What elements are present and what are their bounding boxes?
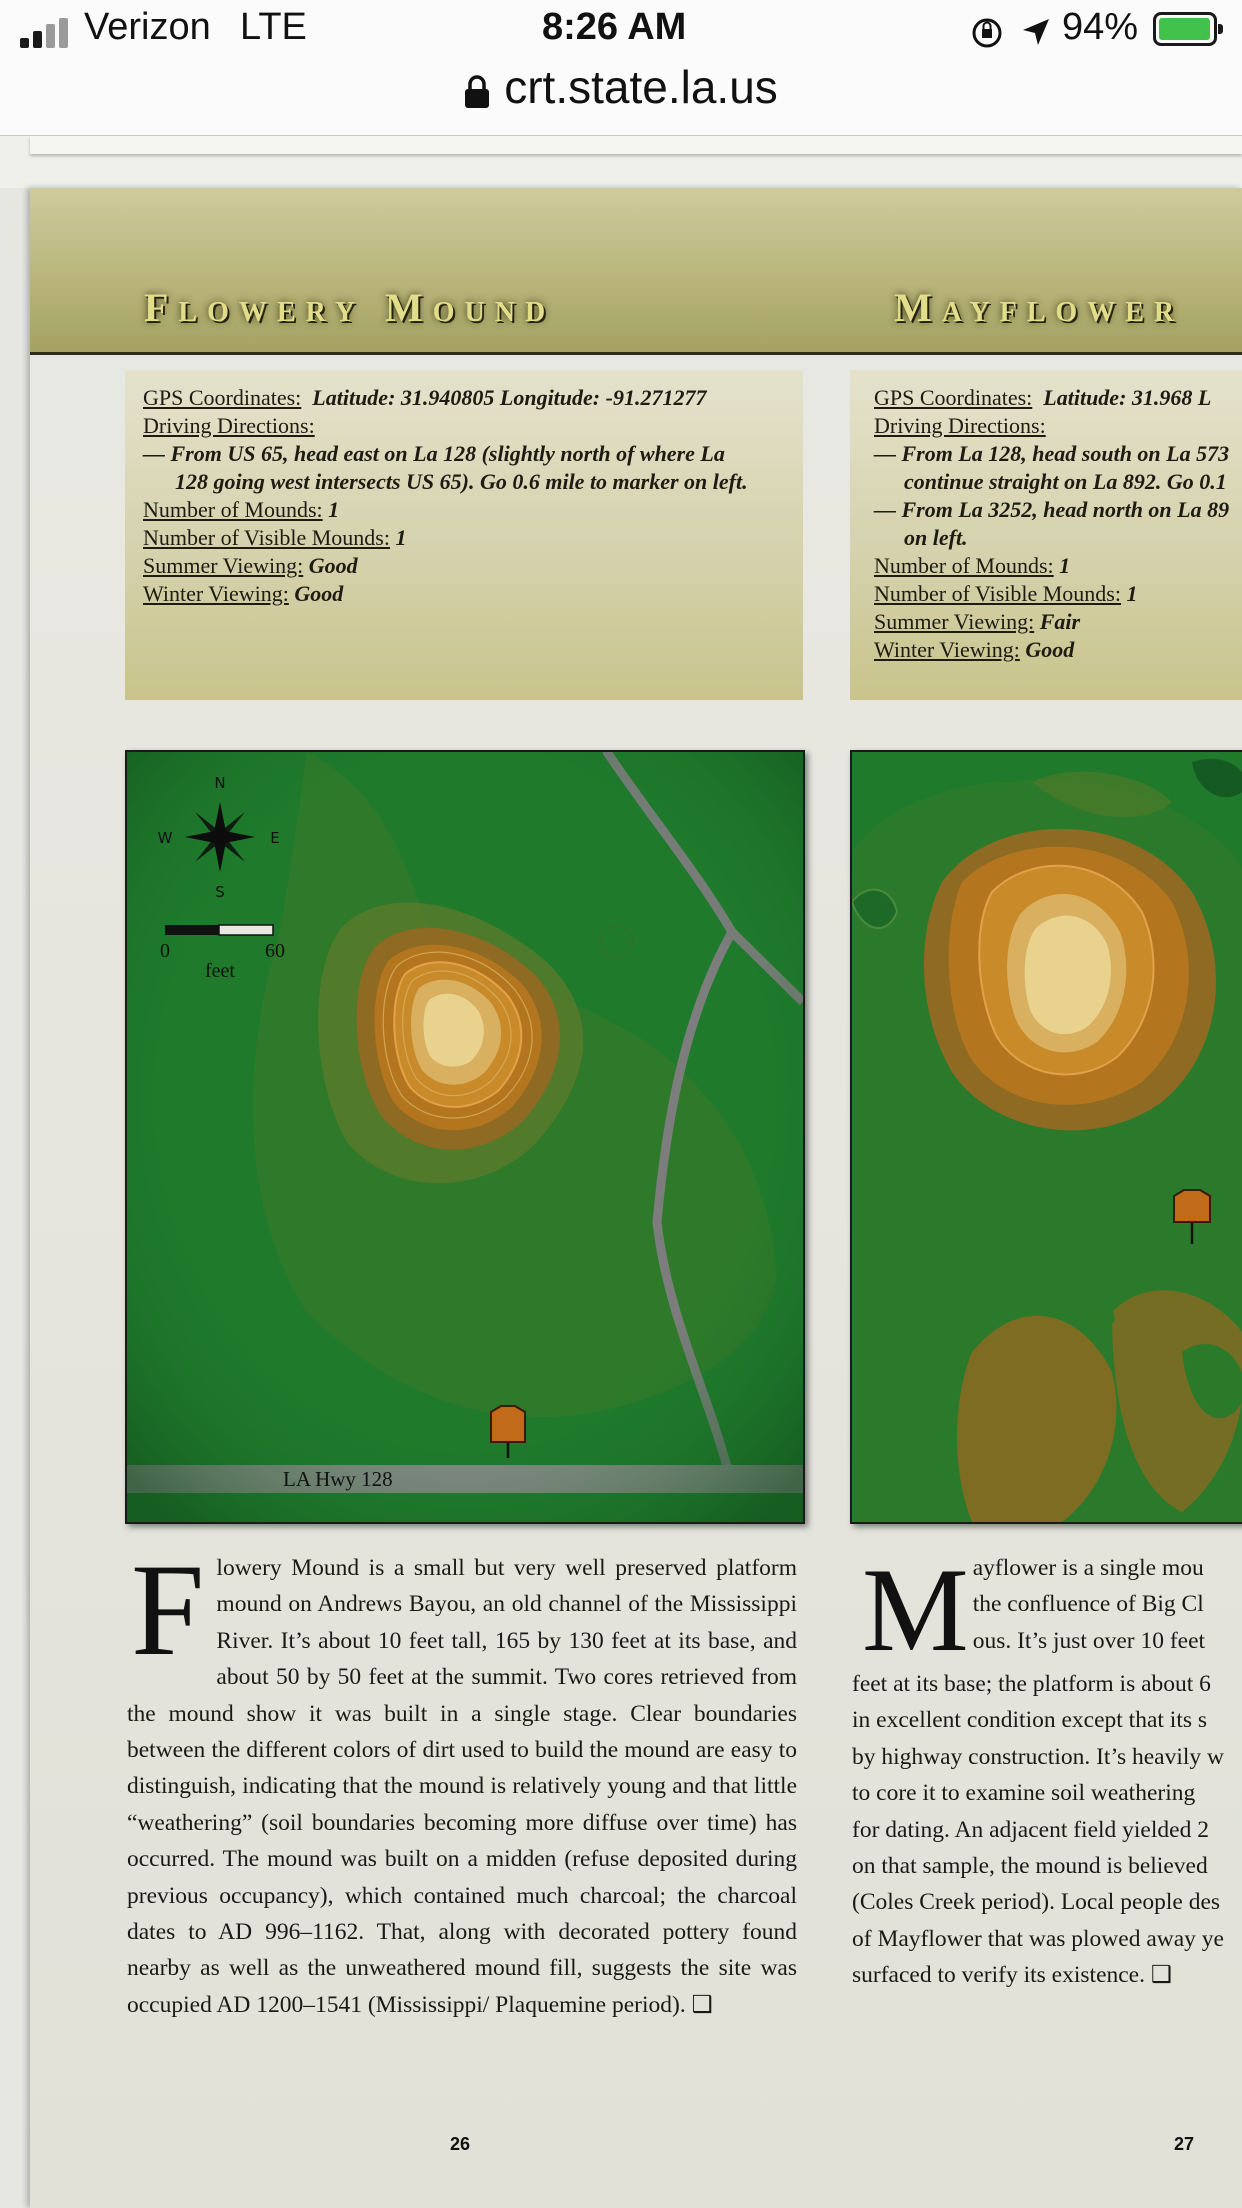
site-title-flowery-mound: Flowery Mound (144, 285, 556, 330)
flowery-mound-map (125, 750, 805, 1524)
compass-w: W (157, 829, 173, 847)
mounds-value: 1 (1059, 553, 1071, 578)
directions-line: on left. (904, 525, 968, 550)
page-number-left: 26 (450, 2134, 471, 2154)
flowery-mound-info-box (125, 370, 803, 700)
winter-viewing-value: Good (1025, 637, 1075, 662)
visible-mounds-label: Number of Visible Mounds: (874, 581, 1121, 606)
scale-bar (165, 925, 273, 935)
gps-label: GPS Coordinates: (143, 385, 302, 410)
compass-rose-icon (185, 802, 255, 872)
description-line: ous. It’s just over 10 feet (972, 1627, 1206, 1654)
location-arrow-icon (1020, 16, 1052, 48)
drop-cap: F (131, 1536, 205, 1683)
page-header-band (30, 188, 1242, 355)
lock-icon (464, 75, 490, 109)
mounds-label: Number of Mounds: (874, 553, 1054, 578)
address-bar[interactable] (0, 60, 1242, 114)
visible-mounds-label: Number of Visible Mounds: (143, 525, 390, 550)
description-line: surfaced to verify its existence. ❑ (852, 1962, 1172, 1989)
drop-cap: M (862, 1550, 969, 1676)
compass-s: S (215, 883, 225, 901)
mayflower-description (852, 1550, 1242, 1994)
site-title-mayflower: Mayflower (894, 285, 1185, 330)
description-line: ayflower is a single mou (972, 1555, 1204, 1581)
directions-line: 128 going west intersects US 65). Go 0.6 mile to marker on left. (175, 469, 748, 494)
description-line: in excellent condition except that its s (852, 1707, 1208, 1734)
description-line: by highway construction. It’s heavily w (852, 1743, 1225, 1770)
url-text: crt.state.la.us (504, 61, 778, 113)
description-text: lowery Mound is a small but very well preserved platform mound on Andrews Bayou, an old channel of the Mississippi River. It’s about 10 feet tall, 165 by 130 feet at its base, and about 50 by 50 feet at the summit. Two cores retrieved from the mound show it was built in a single stage. Clear boundaries between the different colors of dirt used to build the mound are easy to distinguish, indicating that the mound is relatively young and that little “weathering” (soil boundaries becoming more diffuse over time) has occurred. The mound was built on a midden (refuse deposited during previous occupancy), which contained much charcoal; the charcoal dates to AD 996–1162. That, along with decorated pottery found nearby as well as the unweathered mound fill, suggests the site was occupied AD 1200–1541 (Mississippi/ Plaquemine period). ❑ (127, 1555, 797, 2018)
carrier-label: Verizon (84, 6, 211, 48)
page-number-right: 27 (1174, 2134, 1195, 2154)
description-line: of Mayflower that was plowed away ye (852, 1925, 1224, 1952)
winter-viewing-value: Good (294, 581, 344, 606)
summer-viewing-value: Fair (1039, 609, 1081, 634)
visible-mounds-value: 1 (395, 525, 407, 550)
summer-viewing-label: Summer Viewing: (874, 609, 1035, 634)
brochure-page (30, 188, 1242, 2208)
previous-page-edge (0, 136, 1242, 188)
network-type: LTE (240, 6, 307, 48)
status-bar (0, 0, 1242, 136)
cellular-signal-icon (20, 18, 72, 48)
visible-mounds-value: 1 (1126, 581, 1138, 606)
winter-viewing-label: Winter Viewing: (874, 637, 1020, 662)
road-label: LA Hwy 128 (283, 1467, 393, 1491)
directions-line: — From US 65, head east on La 128 (slightly north of where La (143, 441, 725, 466)
mounds-value: 1 (328, 497, 340, 522)
mayflower-info-box (850, 370, 1242, 700)
directions-line: — From La 3252, head north on La 89 (874, 497, 1230, 522)
description-line: the confluence of Big Cl (972, 1591, 1204, 1618)
description-line: (Coles Creek period). Local people des (852, 1889, 1221, 1916)
battery-icon (1153, 12, 1217, 46)
gps-label: GPS Coordinates: (874, 385, 1033, 410)
scale-max: 60 (265, 940, 285, 962)
mayflower-map (850, 750, 1242, 1524)
flowery-mound-description (127, 1536, 797, 2023)
clock: 8:26 AM (542, 6, 687, 48)
compass-n: N (214, 774, 226, 792)
directions-line: continue straight on La 892. Go 0.1 (904, 469, 1227, 494)
description-line: on that sample, the mound is believed (852, 1853, 1208, 1880)
orientation-lock-icon (970, 16, 1004, 50)
description-line: for dating. An adjacent field yielded 2 (852, 1816, 1209, 1843)
summer-viewing-label: Summer Viewing: (143, 553, 304, 578)
directions-line: — From La 128, head south on La 573 (874, 441, 1230, 466)
battery-percent: 94% (1062, 6, 1139, 48)
description-line: to core it to examine soil weathering (852, 1780, 1196, 1807)
gps-value: Latitude: 31.968 L (1043, 385, 1212, 410)
mounds-label: Number of Mounds: (143, 497, 323, 522)
description-line: feet at its base; the platform is about 6 (852, 1671, 1211, 1697)
scale-zero: 0 (160, 940, 170, 962)
directions-label: Driving Directions: (143, 413, 315, 438)
compass-e: E (270, 829, 280, 847)
summer-viewing-value: Good (308, 553, 358, 578)
winter-viewing-label: Winter Viewing: (143, 581, 289, 606)
gps-value: Latitude: 31.940805 Longitude: -91.271277 (312, 385, 707, 410)
scale-unit: feet (205, 960, 235, 982)
directions-label: Driving Directions: (874, 413, 1046, 438)
